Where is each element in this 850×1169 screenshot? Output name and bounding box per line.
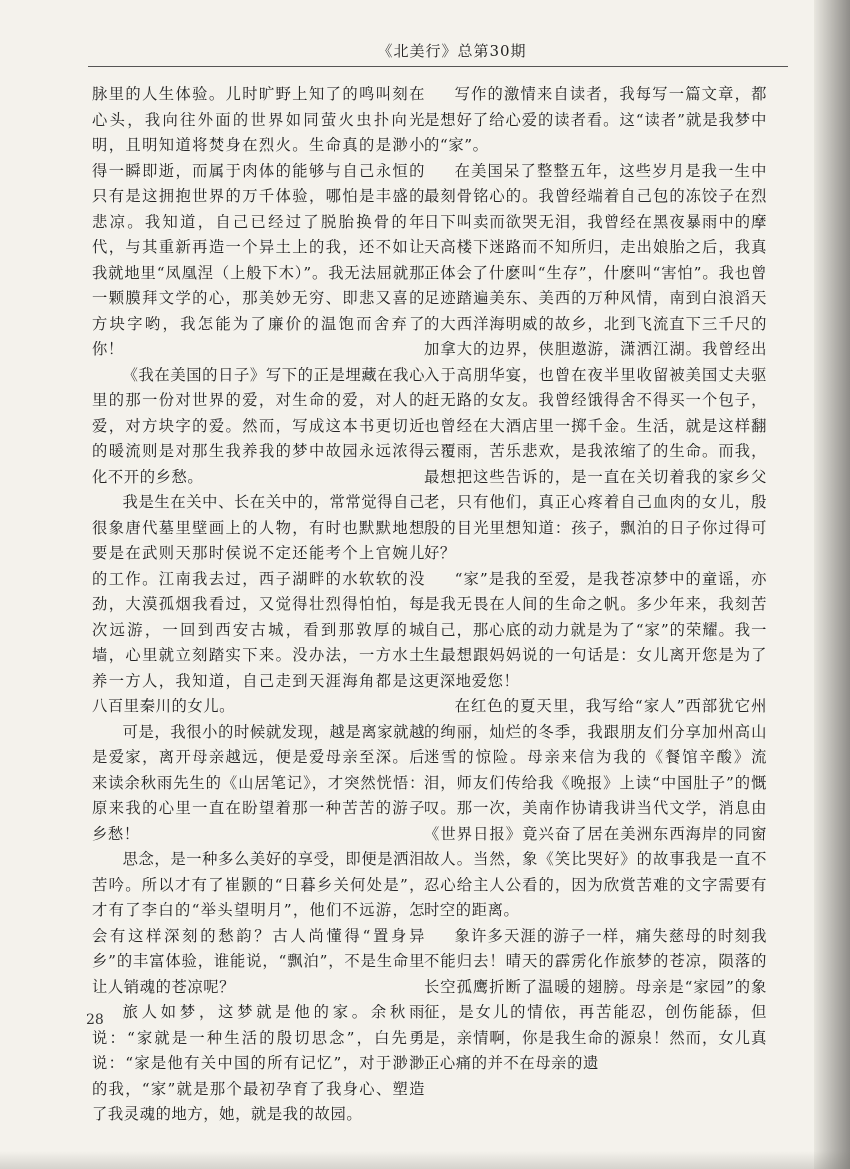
- paragraph: 脉里的人生体验。儿时旷野上知了的鸣叫刻在心头，我向往外面的世界如同萤火虫扑向光明，且明知道将焚身在烈火。生命真的是渺小得一瞬即逝，而属于肉体的能够与自己永恒的只有是这拥抱世界的万千体验，哪怕是丰盛的悲凉。我知道，自己已经过了脱胎换骨的年代，与其重新再造一个异土上的我，还不如让我就地里“凤凰涅（上般下木）”。我无法屈就那一颗膜拜文学的心，那美妙无穷、即悲又喜的方块字哟，我怎能为了廉价的温饱而舍弃了你！: [92, 85, 425, 358]
- paragraph: 在红色的夏天里，我写给“家人”西部犹它州的绚丽，灿烂的冬季，我跟朋友们分享加州高山迷雪的惊险。母亲来信为我的《餐馆辛酸》流泪，师友们传给我《晚报》上读“中国肚子”的慨叹。那一次，美南作协请我讲当代文学，消息由《世界日报》竟兴奋了居在美洲东西海岸的同窗故人。当然，象《笑比哭好》的故事我是一直不忍心给主人公看的，因为欣赏苦难的文字需要有时空的距离。: [424, 697, 767, 919]
- page-number: 28: [86, 1012, 104, 1028]
- paragraph: 写作的激情来自读者，我每写一篇文章，都是想好了给心爱的读者看。这“读者”就是我梦中的“家”。: [424, 85, 767, 154]
- paragraph: 《我在美国的日子》写下的正是埋藏在我心里的那一份对世界的爱，对生命的爱，对人的爱，对方块字的爱。然而，写成这本书更切近的暖流则是对那生我养我的梦中故园永远浓得化不开的乡愁。: [92, 365, 425, 486]
- header-rule: [88, 66, 788, 67]
- paragraph: 我是生在关中、长在关中的，常常觉得自己很象唐代墓里壁画上的人物，有时也默默地想要是在武则天那时侯说不定还能考个上官婉儿的工作。江南我去过，西子湖畔的水软软的没劲，大漠孤烟我看过，又觉得壮烈得怕怕，每次远游，一回到西安古城，看到那敦厚的城墙，心里就立刻踏实下来。没办法，一方水土养一方人，我知道，自己走到天涯海角都是这八百里秦川的女儿。: [92, 493, 425, 715]
- paragraph: 可是，我很小的时候就发现，越是离家就越是爱家，离开母亲越远，便是爱母亲至深。后来读余秋雨先生的《山居笔记》，才突然恍悟：原来我的心里一直在盼望着那一种苦苦的游子乡愁！: [92, 722, 425, 843]
- paragraph: 思念，是一种多么美好的享受，即便是洒泪苦吟。所以才有了崔颢的“日暮乡关何处是”，才有了李白的“举头望明月”，他们不远游，怎会有这样深刻的愁韵？古人尚懂得“置身异乡”的丰富体验，谁能说，“飘泊”，不是生命里让人销魂的苍凉呢？: [92, 850, 425, 996]
- paragraph: 在美国呆了整整五年，这些岁月是我一生中最刻骨铭心的。我曾经端着自己包的冻饺子在烈日下叫卖而欲哭无泪，我曾经在黑夜暴雨中的摩天高楼下迷路而不知所归，走出娘胎之后，我真正体会了什麽叫“生存”，什麽叫“害怕”。我也曾足迹踏遍美东、美西的万种风情，南到白浪滔天的大西洋海明威的故乡，北到飞流直下三千尺的加拿大的边界，侠胆遨游，潇洒江湖。我曾经出入于高朋华宴，也曾在夜半里收留被美国丈夫驱赶无路的女友。我曾经饿得舍不得买一个包子，也曾经在大酒店里一掷千金。生活，就是这样翻云覆雨，苦乐悲欢，是我浓缩了的生命。而我，最想把这些告诉的，是一直在关切着我的家乡父老，只有他们，真正心疼着自己血肉的女儿，殷殷的目光里想知道：孩子，飘泊的日子你过得可好？: [424, 161, 767, 562]
- book-spine-shadow: [814, 0, 850, 1169]
- paragraph: 象许多天涯的游子一样，痛失慈母的时刻我不能归去！晴天的霹雳化作旅梦的苍凉，陨落的长空孤鹰折断了温暖的翅膀。母亲是“家园”的象征，是女儿的情依，再苦能忍，创伤能舔，但是，亲情啊，你是我生命的源泉！然而，女儿真正心痛的并不在母亲的遗: [424, 926, 767, 1072]
- page-bottom-edge: [0, 1151, 850, 1169]
- running-header: 《北美行》总第30期: [377, 42, 527, 60]
- paragraph: “家”是我的至爱，是我苍凉梦中的童谣，亦是我无畏在人间的生命之帆。多少年来，我刻苦自己，那心底的动力就是为了“家”的荣耀。我一生最想跟妈妈说的一句话是：女儿离开您是为了更深地爱您！: [424, 569, 767, 690]
- paragraph: 旅人如梦，这梦就是他的家。余秋雨说：“家就是一种生活的殷切思念”，白先勇说：“家是他有关中国的所有记忆”，对于渺渺的我，“家”就是那个最初孕育了我身心、塑造了我灵魂的地方，她，就是我的故园。: [92, 1003, 425, 1123]
- right-column: [424, 82, 767, 1072]
